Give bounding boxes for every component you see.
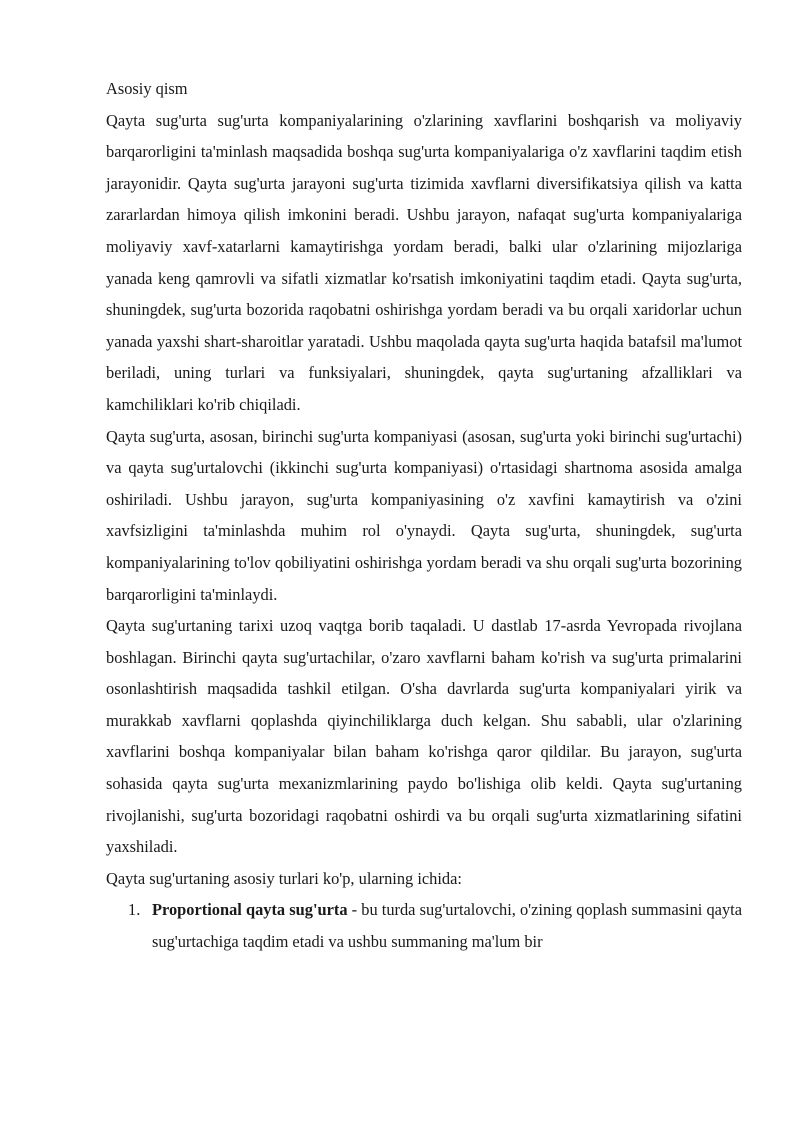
section-heading: Asosiy qism <box>106 79 188 98</box>
paragraph-3: Qayta sug'urtaning tarixi uzoq vaqtga borib taqaladi. U dastlab 17-asrda Yevropada rivojlana boshlagan. Birinchi qayta sug'urtachilar, o'zaro xavflarni baham ko'rish va sug'urta primalarini osonlashtirish maqsadida tashkil etilgan. O'sha davrlarda sug'urta kompaniyalari yirik va murakkab xavflarni qoplashda qiyinchiliklarga duch kelgan. Shu sababli, ular o'zlarining xavflarini boshqa kompaniyalar bilan baham ko'rishga qaror qildilar. Bu jarayon, sug'urta sohasida qayta sug'urta mexanizmlarining paydo bo'lishiga olib keldi. Qayta sug'urtaning rivojlanishi, sug'urta bozoridagi raqobatni oshirdi va bu orqali sug'urta xizmatlarining sifatini yaxshiladi. <box>106 616 742 857</box>
list-item <box>106 894 742 957</box>
list-item-number: 1. <box>128 900 141 920</box>
paragraph-4: Qayta sug'urtaning asosiy turlari ko'p, ularning ichida: <box>106 868 462 888</box>
paragraph-2: Qayta sug'urta, asosan, birinchi sug'urta kompaniyasi (asosan, sug'urta yoki birinchi sug'urtachi) va qayta sug'urtalovchi (ikkinchi sug'urta kompaniyasi) o'rtasidagi shartnoma asosida amalga oshiriladi. Ushbu jarayon, sug'urta kompaniyasining o'z xavfini kamaytirish va o'zini xavfsizligini ta'minlashda muhim rol o'ynaydi. Qayta sug'urta, shuningdek, sug'urta kompaniyalarining to'lov qobiliyatini oshirishga yordam beradi va shu orqali sug'urta bozorining barqarorligini ta'minlaydi. <box>106 426 742 604</box>
paragraph-1: Qayta sug'urta sug'urta kompaniyalarining o'zlarining xavflarini boshqarish va moliyaviy barqarorligini ta'minlash maqsadida boshqa sug'urta kompaniyalariga o'z xavflarini taqdim etish jarayonidir. Qayta sug'urta jarayoni sug'urta tizimida xavflarni diversifikatsiya qilish va katta zararlardan himoya qilish imkonini beradi. Ushbu jarayon, nafaqat sug'urta kompaniyalariga moliyaviy xavf-xatarlarni kamaytirishga yordam beradi, balki ular o'zlarining mijozlariga yanada keng qamrovli va sifatli xizmatlar ko'rsatish imkoniyatini taqdim etadi. Qayta sug'urta, shuningdek, sug'urta bozorida raqobatni oshirishga yordam beradi va bu orqali xaridorlar uchun yanada yaxshi shart-sharoitlar yaratadi. Ushbu maqolada qayta sug'urta haqida batafsil ma'lumot beriladi, uning turlari va funksiyalari, shuningdek, qayta sug'urtaning afzalliklari va kamchiliklari ko'rib chiqiladi. <box>106 110 742 414</box>
list-item-term: Proportional qayta sug'urta <box>152 900 348 920</box>
document-page <box>106 73 742 958</box>
list-item-text: - bu turda sug'urtalovchi, o'zining qoplash summasini qayta sug'urtachiga taqdim etadi va ushbu summaning ma'lum bir <box>152 900 742 952</box>
types-list <box>106 894 742 957</box>
